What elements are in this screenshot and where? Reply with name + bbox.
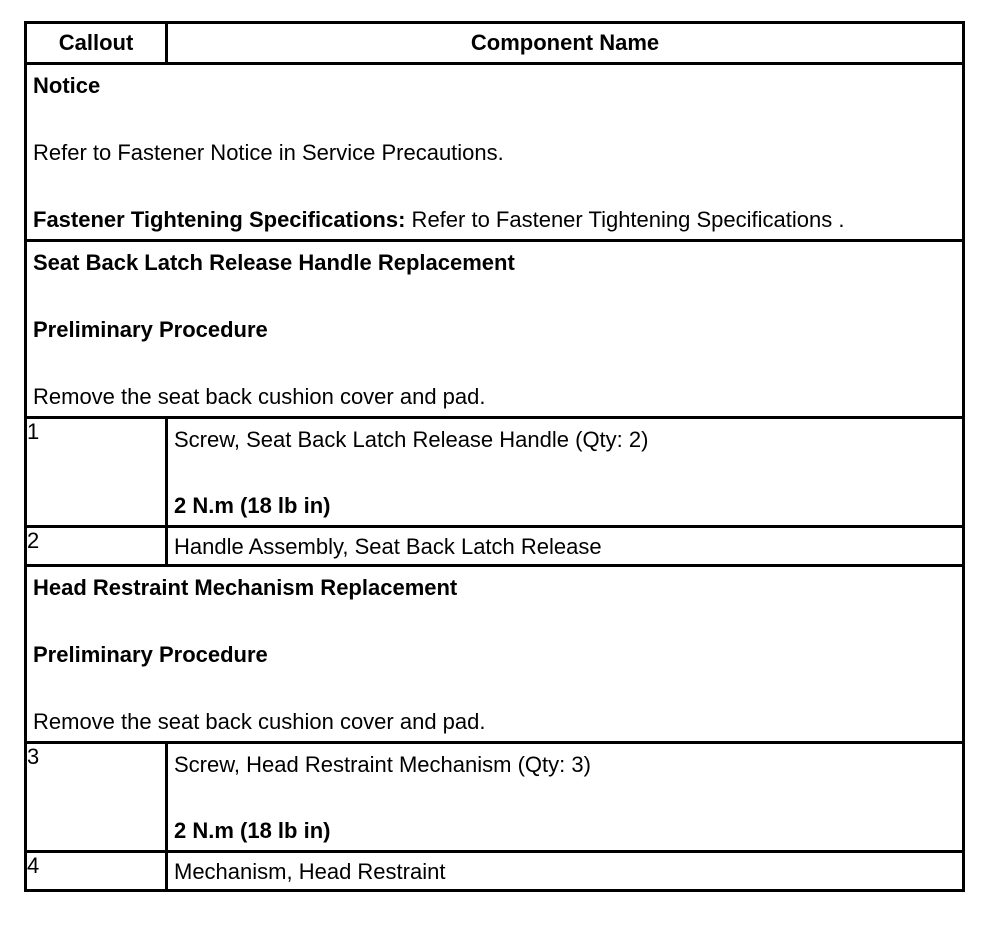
notice-text: Refer to Fastener Notice in Service Precautions. [33,140,504,165]
table-row [26,527,964,566]
section-row [26,566,964,743]
component-table [24,21,965,892]
section-subtitle: Preliminary Procedure [33,317,268,342]
section-text: Remove the seat back cushion cover and pad. [33,709,486,734]
table-row [26,418,964,527]
section-title: Head Restraint Mechanism Replacement [33,575,458,600]
section-cell-head-restraint [26,566,964,743]
component-name: Mechanism, Head Restraint [167,852,964,891]
component-name: Handle Assembly, Seat Back Latch Release [167,527,964,566]
callout-header: Callout [26,23,167,64]
fastener-spec [33,207,962,233]
fastener-spec-label: Fastener Tightening Specifications: [33,207,406,232]
section-text: Remove the seat back cushion cover and pad. [33,384,486,409]
component-cell [167,743,964,852]
header-row [26,23,964,64]
fastener-spec-text: Refer to Fastener Tightening Specifications . [405,207,845,232]
component-name-header: Component Name [167,23,964,64]
component-name: Screw, Head Restraint Mechanism (Qty: 3) [174,752,591,777]
callout-cell: 3 [26,743,167,852]
callout-cell: 4 [26,852,167,891]
torque-spec: 2 N.m (18 lb in) [174,818,331,843]
callout-cell: 2 [26,527,167,566]
torque-spec: 2 N.m (18 lb in) [174,493,331,518]
table-row [26,743,964,852]
notice-cell [26,64,964,241]
section-subtitle: Preliminary Procedure [33,642,268,667]
section-cell-seat-back-latch [26,241,964,418]
notice-row [26,64,964,241]
section-title: Seat Back Latch Release Handle Replacement [33,250,515,275]
callout-cell: 1 [26,418,167,527]
notice-title: Notice [33,73,101,98]
table-row [26,852,964,891]
component-cell [167,418,964,527]
component-name: Screw, Seat Back Latch Release Handle (Qty: 2) [174,427,649,452]
section-row [26,241,964,418]
